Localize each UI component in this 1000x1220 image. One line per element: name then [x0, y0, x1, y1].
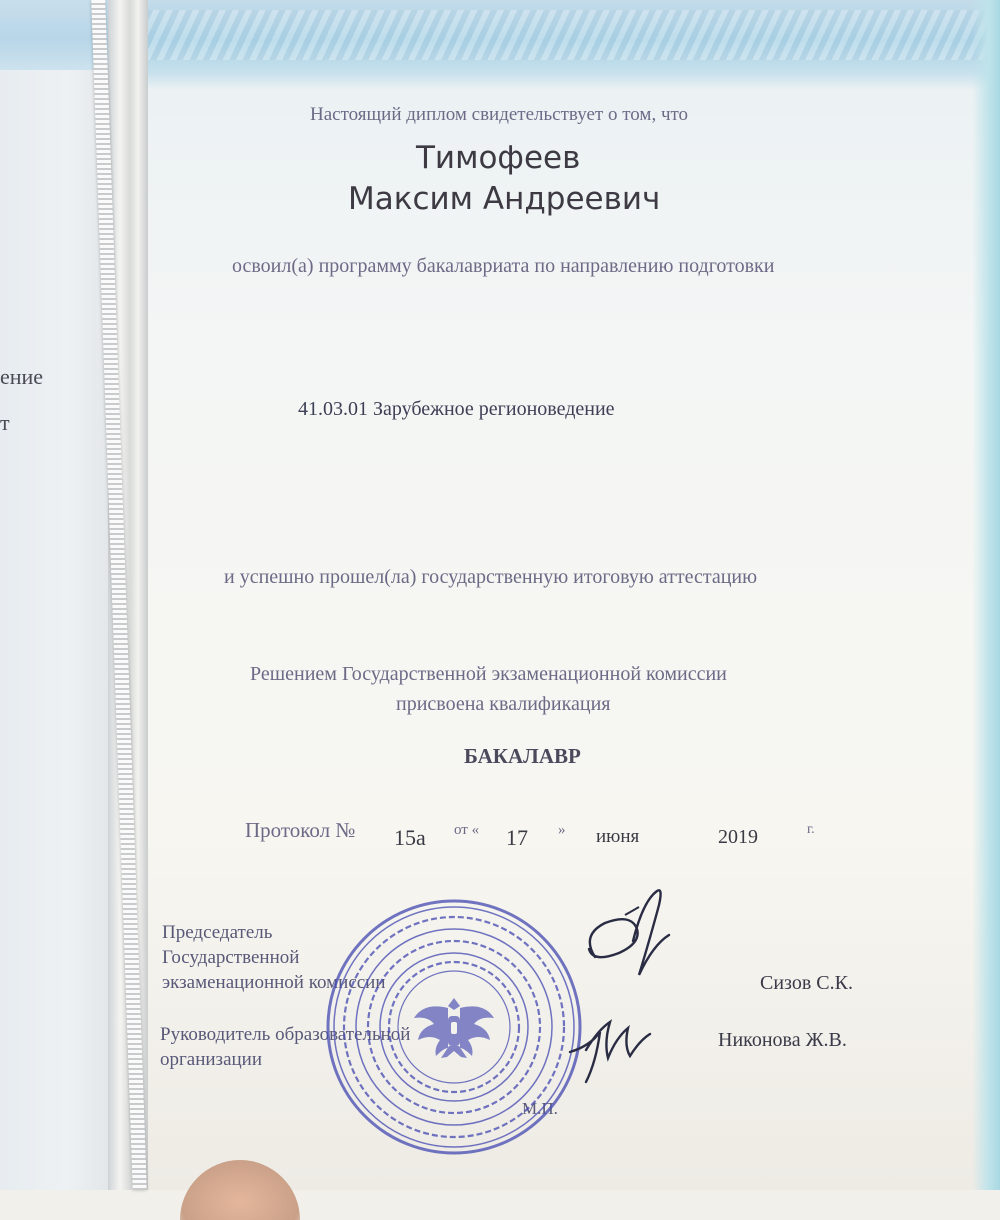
- graduate-surname: Тимофеев: [416, 140, 581, 176]
- left-page-text-fragment: т: [0, 410, 10, 435]
- protocol-month: июня: [596, 826, 640, 847]
- protocol-from-label: от «: [454, 822, 480, 838]
- protocol-year: 2019: [718, 826, 758, 848]
- intro-text: Настоящий диплом свидетельствует о том, что: [310, 104, 689, 125]
- protocol-label: Протокол №: [245, 818, 356, 842]
- head-signature-icon: [560, 1000, 670, 1090]
- chair-title-line-2: Государственной: [162, 947, 300, 968]
- program-intro-text: освоил(а) программу бакалавриата по направлению подготовки: [232, 255, 775, 277]
- protocol-close-quote: »: [558, 822, 566, 838]
- head-title-line-1: Руководитель образовательной: [160, 1024, 411, 1045]
- security-pattern-band: [140, 0, 1000, 90]
- left-page-text-fragment: ение: [0, 364, 44, 389]
- graduate-given-names: Максим Андреевич: [348, 181, 661, 217]
- stamp-place-label: М.П.: [522, 1099, 558, 1118]
- head-name: Никонова Ж.В.: [718, 1029, 847, 1051]
- protocol-number: 15а: [394, 825, 426, 850]
- decision-text: Решением Государственной экзаменационной комиссии: [250, 663, 727, 685]
- protocol-year-suffix: г.: [807, 822, 815, 837]
- chair-title-line-1: Председатель: [162, 922, 273, 943]
- protocol-day: 17: [506, 825, 528, 850]
- official-seal-icon: [323, 896, 585, 1158]
- head-title-line-2: организации: [160, 1049, 263, 1070]
- program-name: 41.03.01 Зарубежное регионоведение: [298, 398, 615, 420]
- chair-title-line-3: экзаменационной комиссии: [162, 972, 386, 993]
- page-edge: [972, 0, 1000, 1190]
- chair-signature-icon: [575, 885, 685, 995]
- qualification-label: присвоена квалификация: [396, 693, 611, 715]
- left-page: [0, 0, 112, 1190]
- qualification-value: БАКАЛАВР: [464, 744, 581, 768]
- chair-name: Сизов С.К.: [760, 972, 853, 994]
- attestation-text: и успешно прошел(ла) государственную итоговую аттестацию: [224, 566, 758, 588]
